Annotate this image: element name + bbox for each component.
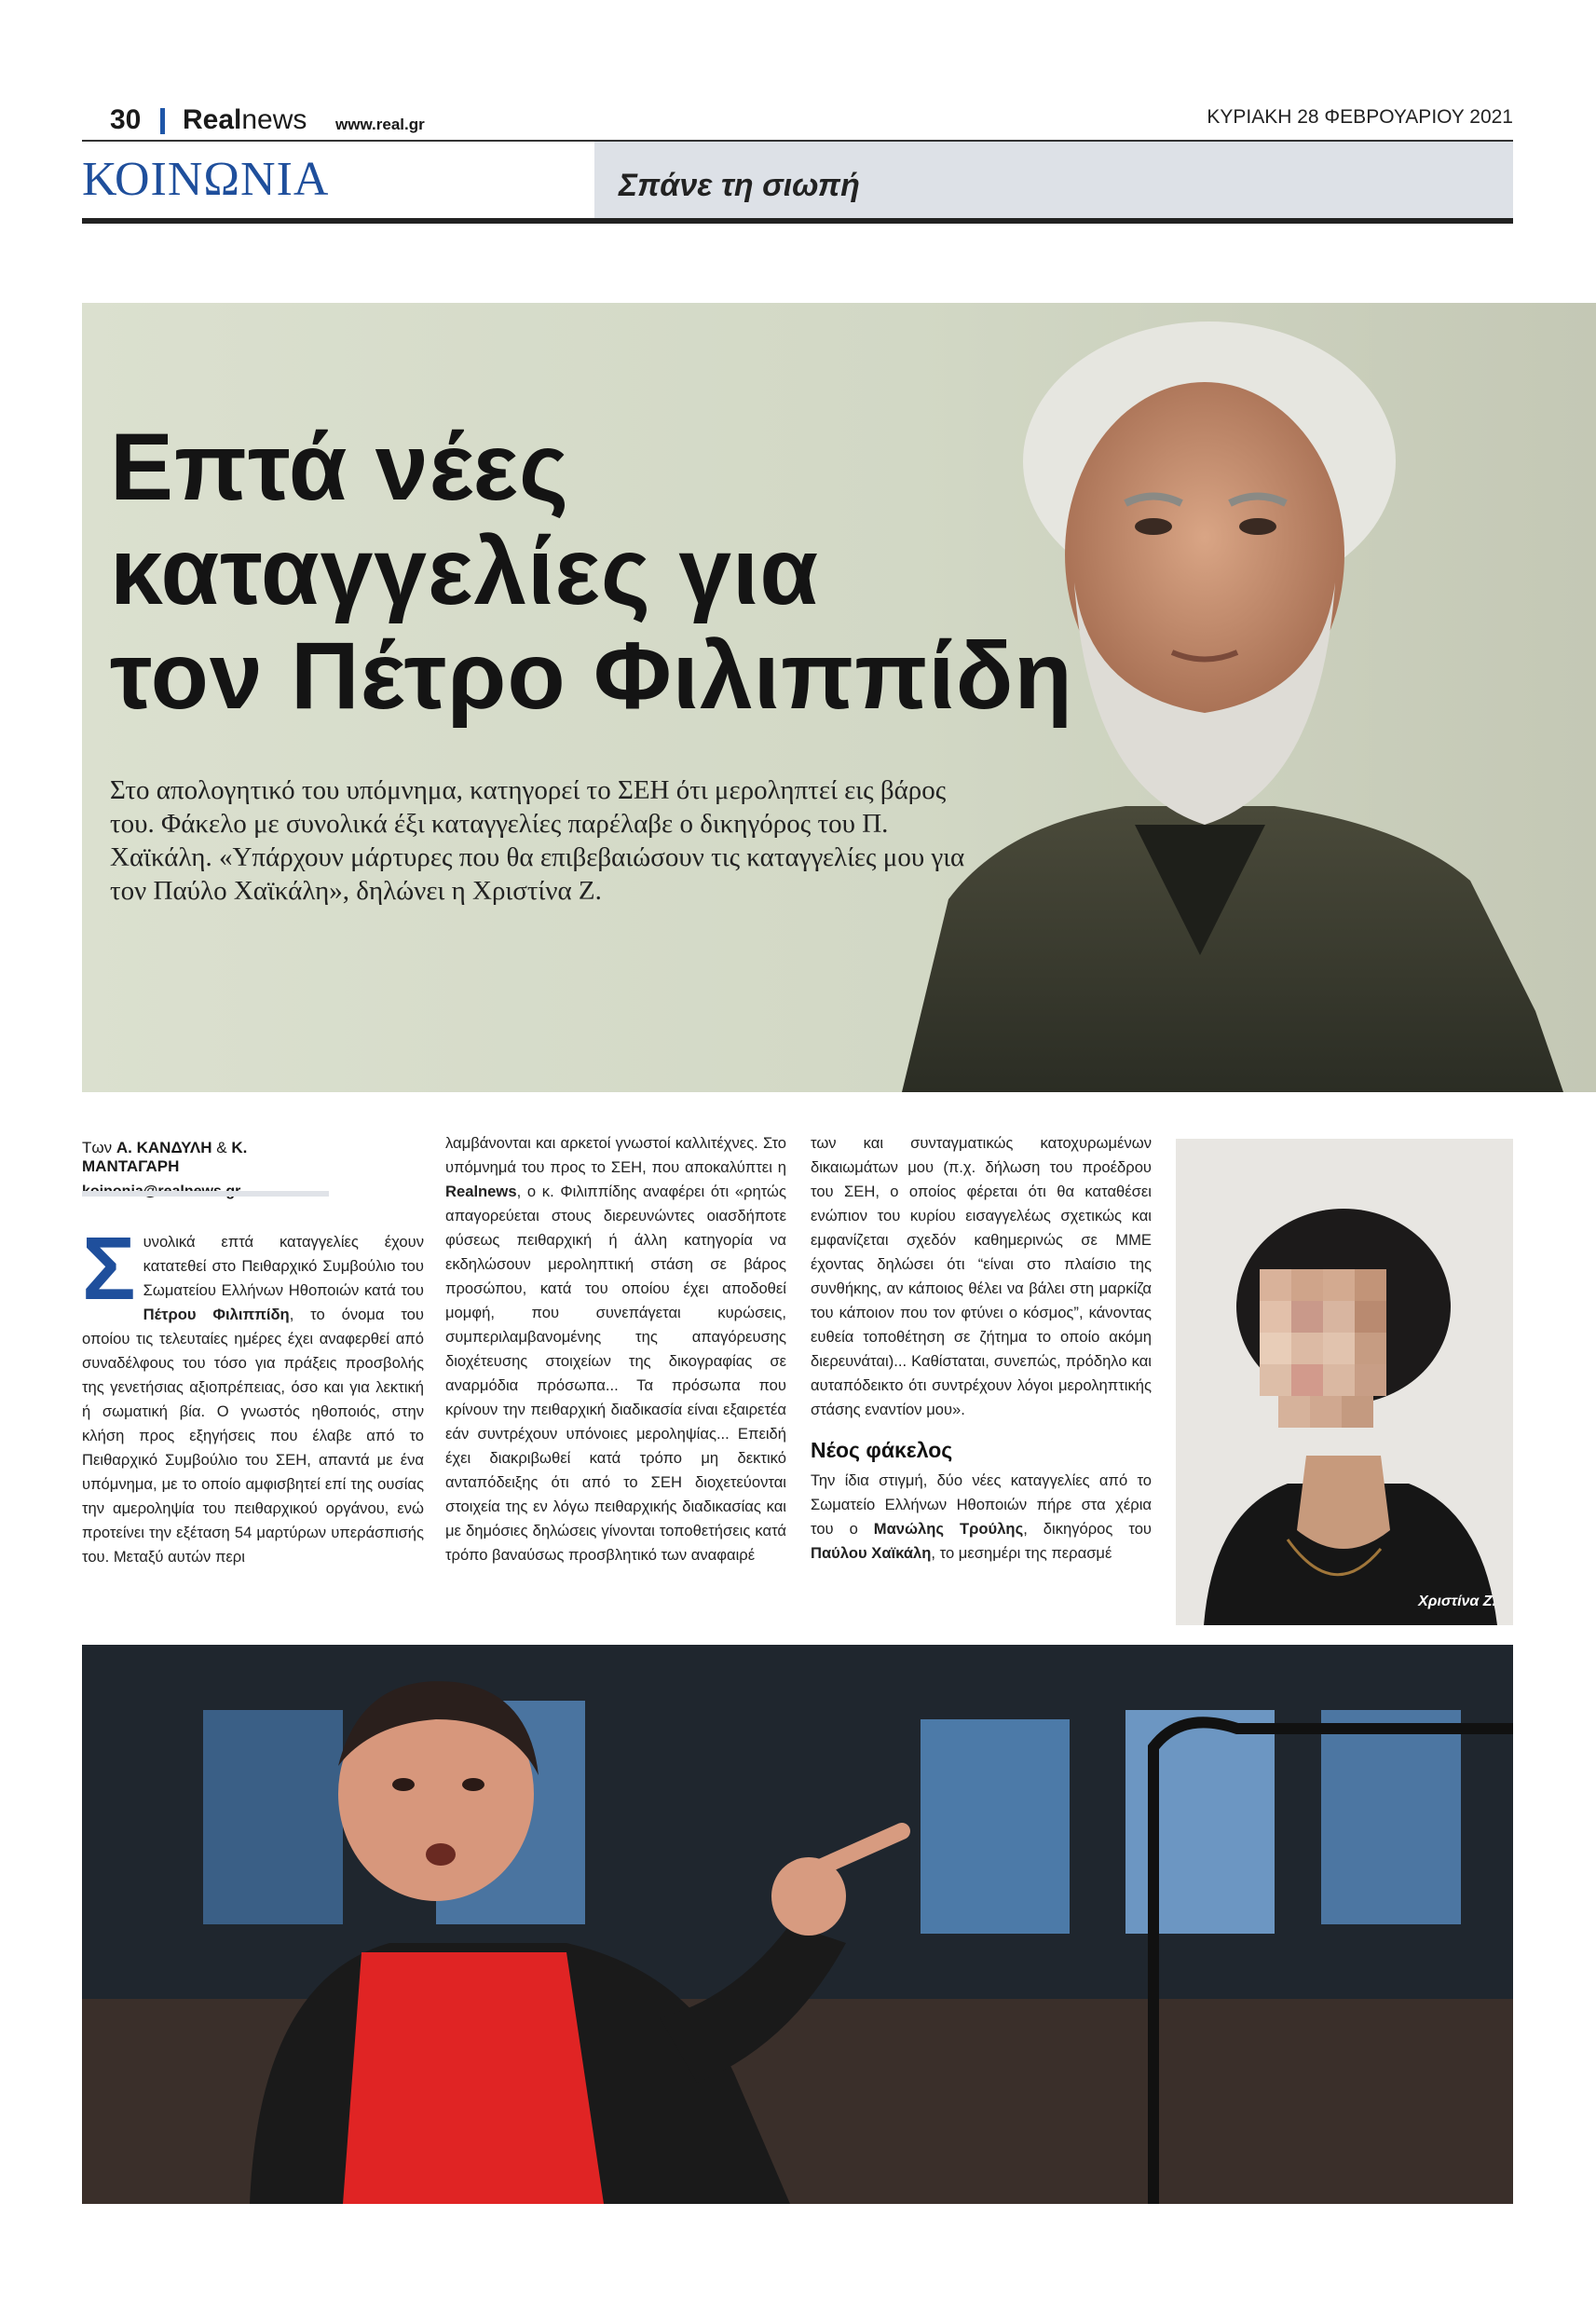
author-1: Α. ΚΑΝΔΥΛΗ: [116, 1139, 212, 1156]
paragraph-4-bold-2: Παύλου Χαϊκάλη: [811, 1544, 932, 1562]
author-2: Κ. ΜΑΝΤΑΓΑΡΗ: [82, 1139, 248, 1175]
header-divider: [160, 108, 165, 134]
kicker-text: Σπάνε τη σιωπή: [619, 168, 860, 203]
headline: [110, 415, 1116, 728]
drop-cap: Σ: [82, 1219, 136, 1319]
actor-illustration: [82, 1645, 1513, 2204]
issue-date: ΚΥΡΙΑΚΗ 28 ΦΕΒΡΟΥΑΡΙΟΥ 2021: [1207, 106, 1513, 128]
section-title: ΚΟΙΝΩΝΙΑ: [82, 153, 330, 206]
paragraph-2-b: , ο κ. Φιλιππίδης αναφέρει ότι «ρητώς απαγορεύεται στους διερευνώντες οιασδήποτε φύσεως πειθαρχική ή άλλη κατηγορία να εκδηλώσουν μεροληπτική στάση σε βάρος προσώπου, κατά του οποίου έχει αποδοθεί μομφή, που συνεπάγεται κυρώσεις, συμπεριλαμβανομένης της απαγόρευσης διοχέτευσης στοιχείων της δικογραφίας σε αναρμόδια πρόσωπα... Τα πρόσωπα που κρίνουν την πειθαρχική διαδικασία είναι εξαιρετέα εάν συντρέχουν υπόνοιες μεροληψίας... Επειδή έχει διακριβωθεί κατά τρόπο μη δεκτικό ανταπόδειξης ότι από το ΣΕΗ διοχετεύονται στοιχεία της εν λόγω πειθαρχικής διαδικασίας και με δημόσιες δηλώσεις γίνονται τοποθετήσεις κατά τρόπο βαναύσως προσβλητικό των αναφαιρέ: [445, 1183, 786, 1564]
paragraph-3: των και συνταγματικώς κατοχυρωμένων δικαιωμάτων μου (π.χ. δήλωση του προέδρου του ΣΕΗ, ο οποίος φέρεται ότι θα καταθέσει ενώπιον του κυρίου εισαγγελέως σχετικώς και εμφανίζεται σχεδόν καθημερινώς σε ΜΜΕ έχοντας δηλώσει ότι “είναι στο πλαίσιο της συνθήκης, αν κάποιος θέλει να βάλει στη μαρκίζα του κάποιον που τον φτύνει ο κόσμος”, κάνοντας ευθεία τοποθέτηση σε ζήτημα το οποίο ακόμη διερευνάται)... Καθίσταται, συνεπώς, πρόδηλο και αυταπόδεικτο ότι συντρέχουν λόγοι μεροληπτικής στάσης εναντίον μου».: [811, 1134, 1152, 1418]
brand-logo: [183, 104, 307, 136]
photo-caption: Χριστίνα Ζ.: [1418, 1594, 1496, 1609]
paragraph-2-bold: Realnews: [445, 1183, 517, 1200]
headline-line-3: τον Πέτρο Φιλιππίδη: [110, 622, 1073, 729]
paragraph-1-b: , το όνομα του οποίου τις τελευταίες ημέρες έχει αναφερθεί από συναδέλφους του τόσο για πράξεις προσβολής της γενετήσιας αξιοπρέπειας, όσο και για λεκτική ή σωματική βία. Ο γνωστός ηθοποιός, στην κλήση προς εξηγήσεις που έλαβε από το Πειθαρχικό Συμβούλιο του ΣΕΗ, απαντά με ένα υπόμνημα, με το οποίο αμφισβητεί επί της ουσίας την αμεροληψία του πειθαρχικού οργάνου, ενώ προτείνει την εξέταση 54 μαρτύρων υπεράσπισής του. Μεταξύ αυτών περι: [82, 1306, 424, 1566]
byline-prefix: Των: [82, 1139, 113, 1156]
paragraph-2-a: λαμβάνονται και αρκετοί γνωστοί καλλιτέχνες. Στο υπόμνημά του προς το ΣΕΗ, που αποκαλύπτει η: [445, 1134, 786, 1176]
kicker-box: [594, 142, 1513, 218]
paragraph-4-a: Την ίδια στιγμή, δύο νέες καταγγελίες από το Σωματείο Ελλήνων Ηθοποιών πήρε στα χέρια του ο: [811, 1471, 1152, 1538]
article-column-2: [445, 1131, 786, 1567]
headline-line-2: καταγγελίες για: [110, 518, 820, 624]
site-url: www.real.gr: [335, 116, 425, 133]
woman-portrait-illustration: [1176, 1139, 1513, 1625]
byline-rule: [82, 1191, 329, 1197]
page-number: 30: [110, 104, 142, 135]
byline-amp: &: [216, 1139, 227, 1156]
brand-bold: Real: [183, 104, 242, 135]
article-column-1: [82, 1219, 424, 1569]
paragraph-4-c: , το μεσημέρι της περασμέ: [931, 1544, 1112, 1562]
deck-text: Στο απολογητικό του υπόμνημα, κατηγορεί το ΣΕΗ ότι μεροληπτεί εις βάρος του. Φάκελο με συνολικά έξι καταγγελίες παρέλαβε ο δικηγόρος του Π. Χαϊκάλη. «Υπάρχουν μάρτυρες που θα επιβεβαιώσουν τις καταγγελίες μου για τον Παύλο Χαϊκάλη», δηλώνει η Χριστίνα Ζ.: [110, 775, 965, 906]
paragraph-4-b: , δικηγόρος του: [1023, 1520, 1152, 1538]
hero-photo: [82, 303, 1596, 1092]
subheading: Νέος φάκελος: [811, 1438, 953, 1462]
article-column-3: [811, 1131, 1152, 1566]
page-header: [82, 103, 1513, 142]
paragraph-1-a: υνολικά επτά καταγγελίες έχουν κατατεθεί στο Πειθαρχικό Συμβούλιο του Σωματείου Ελλήνων Ηθοποιών κατά του: [143, 1233, 424, 1299]
paragraph-1-bold: Πέτρου Φιλιππίδη: [143, 1306, 290, 1323]
paragraph-4-bold-1: Μανώλης Τρούλης: [873, 1520, 1024, 1538]
brand-rest: news: [241, 104, 307, 135]
headline-line-1: Επτά νέες: [110, 414, 570, 520]
section-rule: [82, 218, 1513, 224]
bottom-photo: [82, 1645, 1513, 2204]
side-photo: [1176, 1139, 1513, 1625]
